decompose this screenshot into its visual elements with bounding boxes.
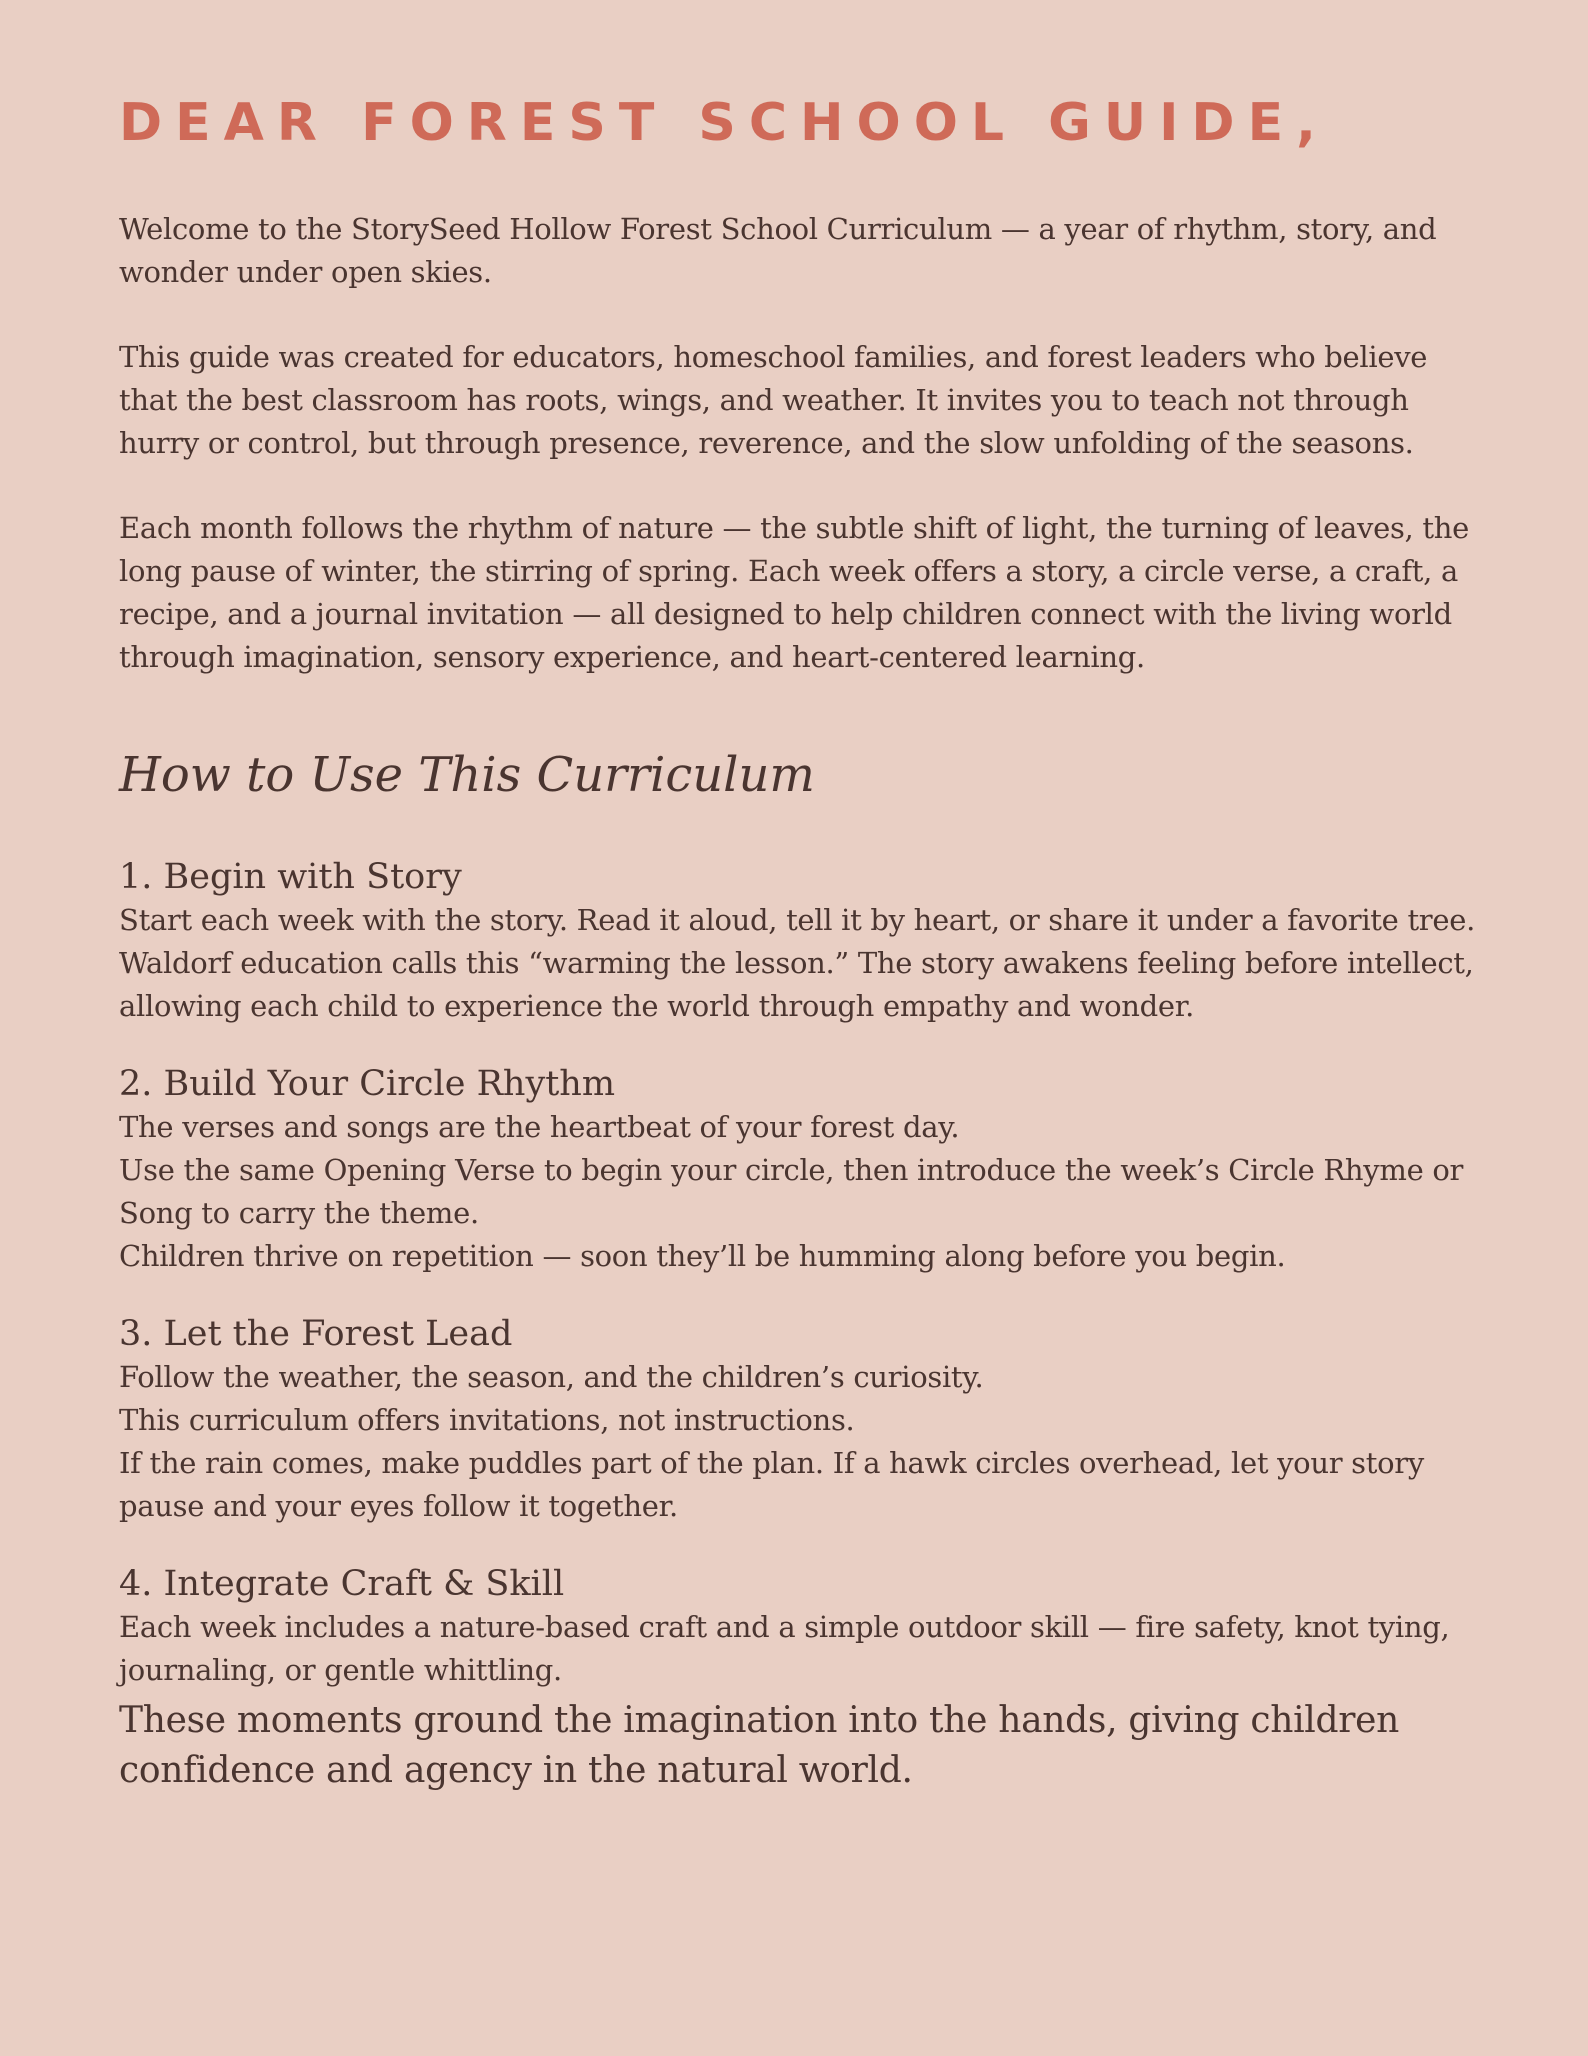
step-title: 2. Build Your Circle Rhythm — [119, 1064, 616, 1104]
step-let-forest-lead — [119, 1312, 1479, 1528]
intro-paragraph-purpose: This guide was created for educators, homeschool families, and forest leaders who believe that the best classroom has roots, wings, and weather. It invites you to teach not through hurry or control, but through presence, reverence, and the slow unfolding of the seasons. — [119, 340, 1428, 460]
step-text: Follow the weather, the season, and the children’s curiosity. — [119, 1360, 984, 1394]
step-text: The verses and songs are the heartbeat of your forest day. — [119, 1110, 960, 1144]
step-text: Use the same Opening Verse to begin your circle, then introduce the week’s Circle Rhyme or Song to carry the theme. — [119, 1153, 1464, 1230]
intro-paragraph-welcome: Welcome to the StorySeed Hollow Forest School Curriculum — a year of rhythm, story, and wonder under open skies. — [119, 212, 1437, 289]
step-title: 4. Integrate Craft & Skill — [119, 1564, 565, 1604]
step-text: Start each week with the story. Read it aloud, tell it by heart, or share it under a favorite tree. — [119, 903, 1475, 937]
step-title: 3. Let the Forest Lead — [119, 1314, 513, 1354]
step-text: Each week includes a nature-based craft and a simple outdoor skill — fire safety, knot tying, journaling, or gentle whittling. — [119, 1610, 1450, 1687]
intro-section — [119, 208, 1479, 679]
step-text: These moments ground the imagination into the hands, giving children confidence and agency in the natural world. — [119, 1700, 1400, 1791]
page-title: DEAR FOREST SCHOOL GUIDE, — [119, 93, 1329, 153]
step-text: This curriculum offers invitations, not instructions. — [119, 1403, 855, 1437]
letter-page — [119, 88, 1479, 1796]
step-build-circle-rhythm — [119, 1062, 1479, 1278]
step-begin-with-story — [119, 855, 1479, 1028]
intro-paragraph-rhythm: Each month follows the rhythm of nature — the subtle shift of light, the turning of leaves, the long pause of winter, the stirring of spring. Each week offers a story, a circle verse, a craft, a recipe, and a journal invitation — all designed to help children connect with the living world through imagination, sensory experience, and heart-centered learning. — [119, 511, 1469, 674]
step-title: 1. Begin with Story — [119, 857, 462, 897]
steps-list — [119, 855, 1479, 1796]
step-integrate-craft-skill — [119, 1562, 1479, 1796]
step-text: If the rain comes, make puddles part of the plan. If a hawk circles overhead, let your story pause and your eyes follow it together. — [119, 1446, 1424, 1523]
step-text: Children thrive on repetition — soon they’ll be humming along before you begin. — [119, 1239, 1286, 1273]
section-heading: How to Use This Curriculum — [119, 747, 815, 803]
step-text: Waldorf education calls this “warming the lesson.” The story awakens feeling before intellect, allowing each child to experience the world through empathy and wonder. — [119, 946, 1474, 1023]
